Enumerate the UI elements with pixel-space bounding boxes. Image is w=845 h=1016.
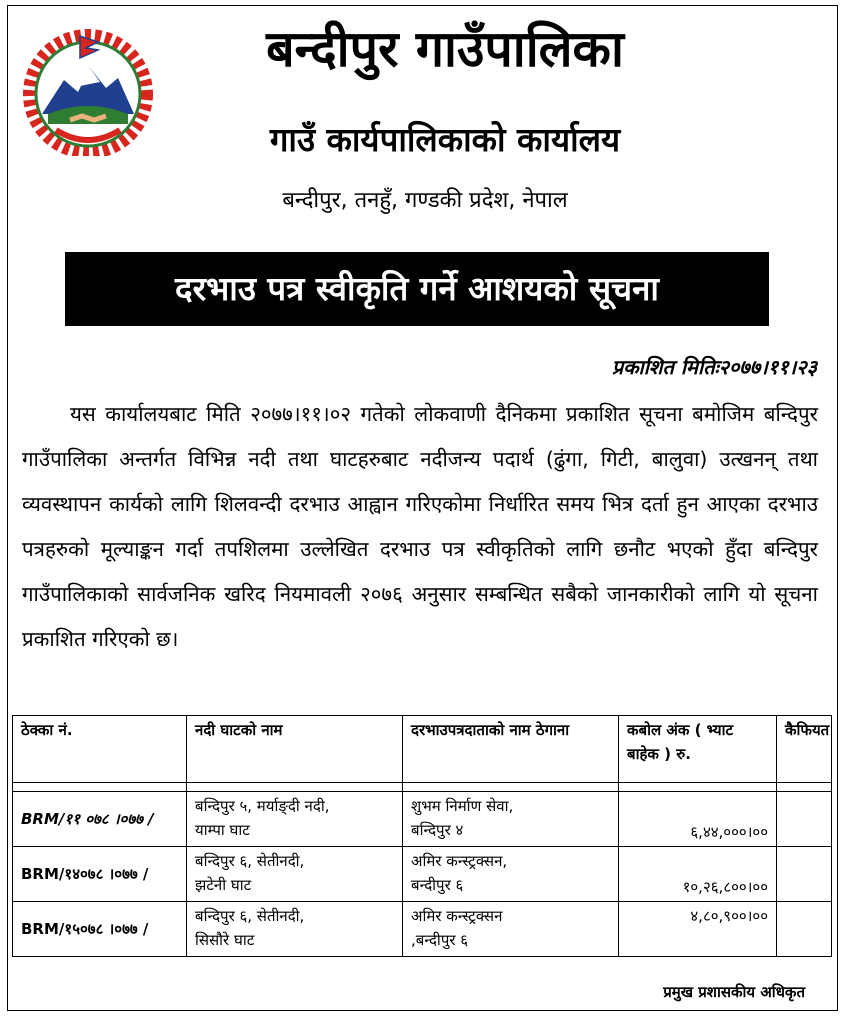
column-header: नदी घाटको नाम bbox=[187, 716, 403, 783]
bid-amount: ४,८०,९००।०० bbox=[619, 902, 777, 957]
office-subtitle: गाउँ कार्यपालिकाको कार्यालय bbox=[269, 120, 621, 159]
ghat-name: बन्दिपुर ६, सेतीनदी, झटेनी घाट bbox=[187, 847, 403, 902]
bidder-name: अमिर कन्स्ट्रक्सन ,बन्दीपुर ६ bbox=[403, 902, 619, 957]
office-address: बन्दीपुर, तनहुँ, गण्डकी प्रदेश, नेपाल bbox=[282, 188, 568, 213]
published-date: प्रकाशित मितिः२०७७।११।२३ bbox=[611, 355, 817, 379]
remark bbox=[777, 792, 832, 847]
award-table bbox=[12, 715, 832, 957]
ghat-name: बन्दिपुर ६, सेतीनदी, सिसौरे घाट bbox=[187, 902, 403, 957]
remark bbox=[777, 902, 832, 957]
bid-amount: १०,२६,८००।०० bbox=[619, 847, 777, 902]
page-title: बन्दीपुर गाउँपालिका bbox=[266, 20, 624, 78]
bidder-name: शुभम निर्माण सेवा, बन्दिपुर ४ bbox=[403, 792, 619, 847]
bid-amount: ६,४४,०००।०० bbox=[619, 792, 777, 847]
column-header: कबोल अंक ( भ्याट बाहेक ) रु. bbox=[619, 716, 777, 783]
column-header: दरभाउपत्रदाताको नाम ठेगाना bbox=[403, 716, 619, 783]
contract-number: BRM/१५०७८ ।०७७ / bbox=[13, 902, 187, 957]
nepal-emblem-icon bbox=[20, 28, 156, 156]
contract-number: BRM/१४०७८ ।०७७ / bbox=[13, 847, 187, 902]
bidder-name: अमिर कन्स्ट्रक्सन, बन्दीपुर ६ bbox=[403, 847, 619, 902]
column-header: कैफियत bbox=[777, 716, 832, 783]
notice-banner: दरभाउ पत्र स्वीकृति गर्ने आशयको सूचना bbox=[65, 252, 769, 326]
remark bbox=[777, 847, 832, 902]
table-row bbox=[13, 847, 832, 902]
column-header: ठेक्का नं. bbox=[13, 716, 187, 783]
contract-number: BRM/११ ०७८ ।०७७ / bbox=[13, 792, 187, 847]
table-row bbox=[13, 902, 832, 957]
signatory-title: प्रमुख प्रशासकीय अधिकृत bbox=[663, 983, 805, 1001]
table-header-row bbox=[13, 716, 832, 783]
table-row bbox=[13, 792, 832, 847]
notice-body: यस कार्यालयबाट मिति २०७७।११।०२ गतेको लोकवाणी दैनिकमा प्रकाशित सूचना बमोजिम बन्दिपुर गाउँपालिका अन्तर्गत विभिन्न नदी तथा घाटहरुबाट नदीजन्य पदार्थ (ढुंगा, गिटी, बालुवा) उत्खनन् तथा व्यवस्थापन कार्यको लागि शिलवन्दी दरभाउ आह्वान गरिएकोमा निर्धारित समय भित्र दर्ता हुन आएका दरभाउ पत्रहरुको मूल्याङ्कन गर्दा तपशिलमा उल्लेखित दरभाउ पत्र स्वीकृतिको लागि छनौट भएको हुँदा बन्दिपुर गाउँपालिकाको सार्वजनिक खरिद नियमावली २०७६ अनुसार सम्बन्धित सबैको जानकारीको लागि यो सूचना प्रकाशित गरिएको छ। bbox=[22, 402, 818, 651]
ghat-name: बन्दिपुर ५, मर्याङ्दी नदी, याम्पा घाट bbox=[187, 792, 403, 847]
